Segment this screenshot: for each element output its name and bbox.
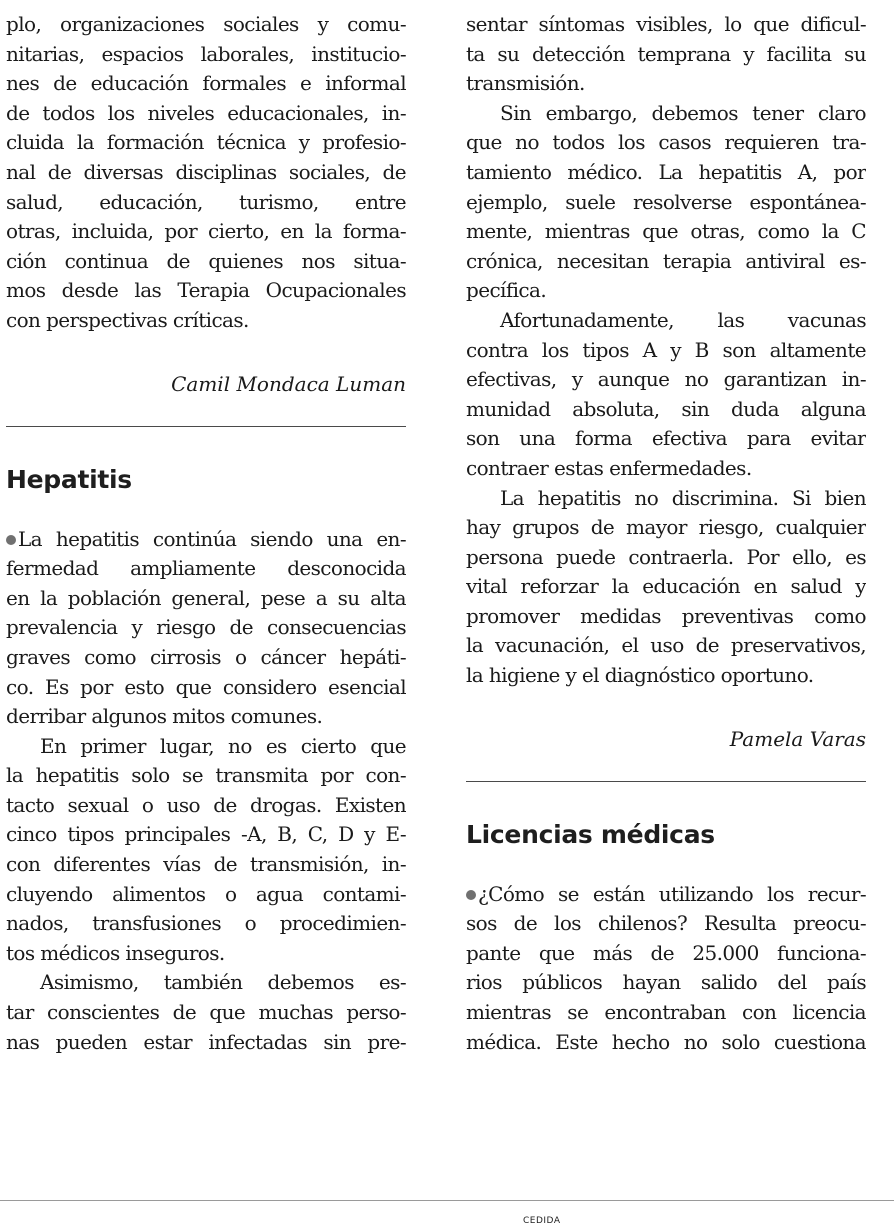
text-line: pecífica. [466,278,547,303]
intro-paragraph [6,10,406,336]
text-line: ta su detección temprana y facilita su [466,41,866,66]
text-line: efectivas, y aunque no garantizan in- [466,367,866,392]
text-line: de todos los niveles educacionales, in- [6,100,406,125]
author-signature: Camil Mondaca Luman [171,371,406,396]
text-line: En primer lugar, no es cierto que [40,733,406,758]
text-line: nitarias, espacios laborales, institucio- [6,41,406,66]
bullet-icon [6,535,16,545]
text-line: mos desde las Terapia Ocupacionales [6,278,406,303]
text-line: persona puede contraerla. Por ello, es [466,544,866,569]
text-line: La hepatitis no discrimina. Si bien [500,485,866,510]
text-line: con diferentes vías de transmisión, in- [6,852,406,877]
text-line: nes de educación formales e informal [6,71,406,96]
left-column [6,10,406,1057]
text-line: tos médicos inseguros. [6,940,225,965]
text-line: la higiene y el diagnóstico oportuno. [466,663,814,688]
text-line: sentar síntomas visibles, lo que dificul- [466,12,866,36]
text-line: mientras se encontraban con licencia [466,1000,866,1025]
text-line: ¿Cómo se están utilizando los recur- [466,880,866,910]
text-line: médica. Este hecho no solo cuestiona [466,1029,866,1054]
text-line: tar conscientes de que muchas perso- [6,1000,406,1025]
text-line: contra los tipos A y B son altamente [466,337,866,362]
paragraph [6,968,406,1057]
text-line: con perspectivas críticas. [6,307,249,332]
paragraph [466,484,866,691]
paragraph [466,306,866,484]
text-line: co. Es por esto que considero esencial [6,674,406,699]
text-line: ejemplo, suele resolverse espontánea- [466,189,866,214]
text-line: cinco tipos principales -A, B, C, D y E- [6,822,406,847]
text-line: nal de diversas disciplinas sociales, de [6,159,406,184]
text-line: nados, transfusiones o procedimien- [6,911,406,936]
bullet-icon [466,890,476,900]
right-column [466,10,866,1057]
text-line: pante que más de 25.000 funciona- [466,940,866,965]
text-line: munidad absoluta, sin duda alguna [466,396,866,421]
text-line: la vacunación, el uso de preservativos, [466,633,866,658]
author-signature: Pamela Varas [729,726,866,751]
text-line: derribar algunos mitos comunes. [6,704,323,729]
text-line: tacto sexual o uso de drogas. Existen [6,792,406,817]
text-line: mente, mientras que otras, como la C [466,219,866,244]
section-heading: Hepatitis [6,464,132,494]
photo-credit: CEDIDA [523,1216,561,1226]
text-line: ción continua de quienes nos situa- [6,248,406,273]
text-line: tamiento médico. La hepatitis A, por [466,159,866,184]
text-line: Afortunadamente, las vacunas [500,307,866,332]
paragraph [6,525,406,732]
text-line: en la población general, pese a su alta [6,585,406,610]
text-line: otras, incluida, por cierto, en la forma- [6,219,406,244]
text-line: salud, educación, turismo, entre [6,189,406,214]
text-line: nas pueden estar infectadas sin pre- [6,1029,406,1054]
text-line: transmisión. [466,71,585,96]
text-line: graves como cirrosis o cáncer hepáti- [6,644,406,669]
text-line: que no todos los casos requieren tra- [466,130,866,155]
paragraph [6,732,406,969]
text-line: son una forma efectiva para evitar [466,426,866,451]
text-line: hay grupos de mayor riesgo, cualquier [466,515,866,540]
text-line: vital reforzar la educación en salud y [466,574,866,599]
paragraph [466,10,866,99]
text-line: prevalencia y riesgo de consecuencias [6,615,406,640]
footer-divider [0,1200,894,1201]
text-line: promover medidas preventivas como [466,603,866,628]
text-line: plo, organizaciones sociales y comu- [6,12,406,36]
paragraph [466,880,866,1058]
text-line: La hepatitis continúa siendo una en- [6,525,406,555]
text-line: rios públicos hayan salido del país [466,970,866,995]
section-heading: Licencias médicas [466,819,715,849]
text-line: contraer estas enfermedades. [466,455,752,480]
paragraph [466,99,866,306]
text-line: fermedad ampliamente desconocida [6,556,406,581]
text-line: sos de los chilenos? Resulta preocu- [466,911,866,936]
text-line: Asimismo, también debemos es- [40,970,406,995]
text-line: la hepatitis solo se transmita por con- [6,763,406,788]
text-line: cluida la formación técnica y profesio- [6,130,406,155]
text-line: cluyendo alimentos o agua contami- [6,881,406,906]
text-line: Sin embargo, debemos tener claro [500,100,866,125]
text-line: crónica, necesitan terapia antiviral es- [466,248,866,273]
